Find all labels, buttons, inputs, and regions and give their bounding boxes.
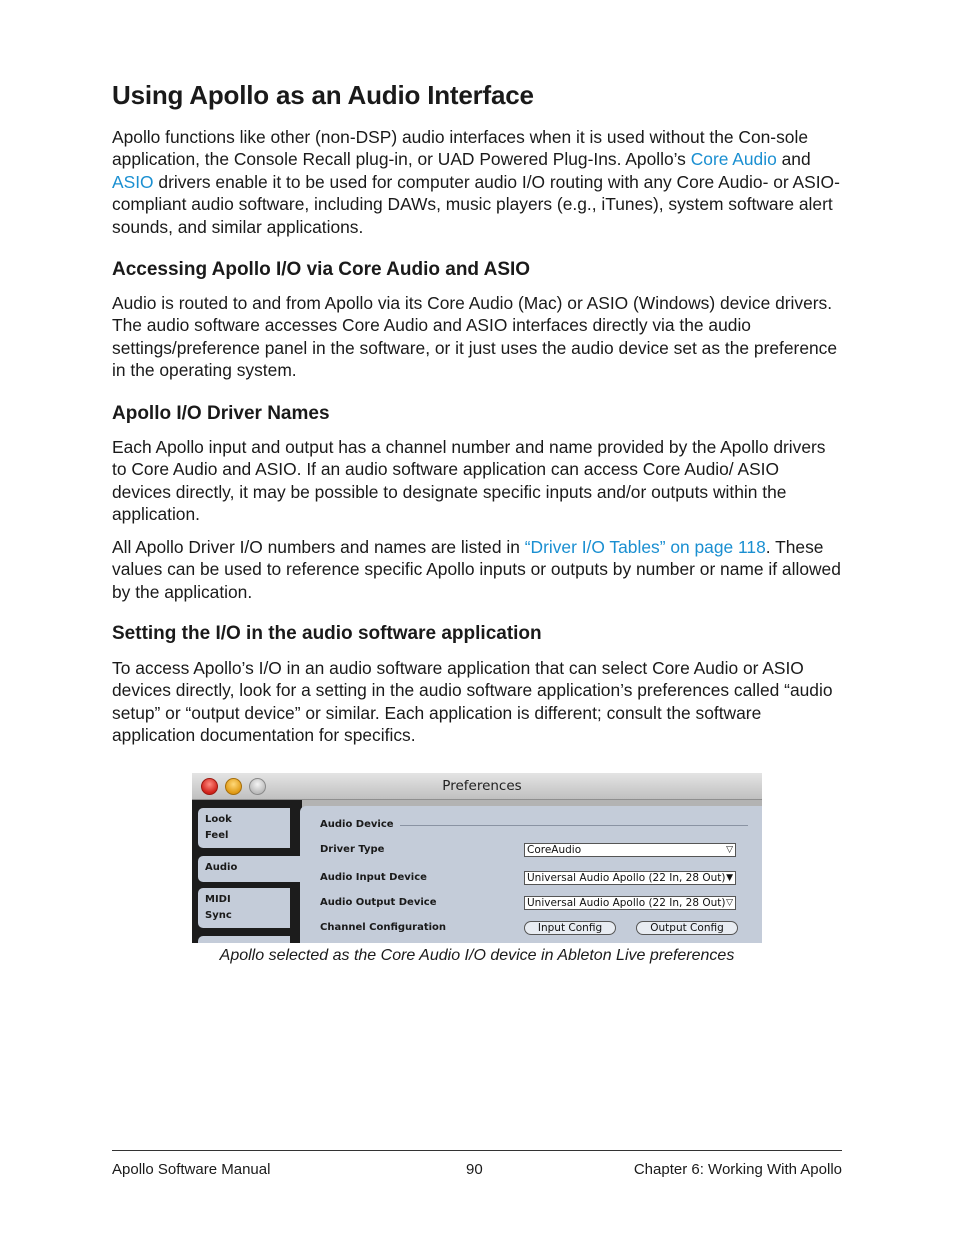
audio-output-device-select[interactable]: [524, 896, 736, 910]
intro-text-2: and: [776, 149, 811, 170]
chevron-down-icon: ▽: [726, 845, 733, 855]
page-heading: Using Apollo as an Audio Interface: [112, 80, 534, 110]
tab-look-feel-line1: Look: [205, 814, 232, 825]
driver-type-select[interactable]: [524, 843, 736, 857]
footer-manual-title: Apollo Software Manual: [112, 1161, 271, 1178]
chevron-down-icon: ▽: [726, 898, 733, 908]
tab-midi-sync-line1: MIDI: [205, 894, 231, 905]
tab-midi-sync-line2: Sync: [205, 910, 232, 921]
group-divider: [400, 825, 748, 826]
driver-io-text-post: . These values can be used to reference specific Apollo inputs or outputs by number or name if allowed by the application.: [112, 537, 841, 602]
intro-paragraph: [112, 126, 842, 238]
audio-input-device-select[interactable]: [524, 871, 736, 885]
section-setting-io-body: To access Apollo’s I/O in an audio software application that can select Core Audio or ASIO devices directly, look for a setting in the audio software application’s preferences called “audio setup” or “output device” or similar. Each application is different; consult the software application documentation for specifics.: [112, 658, 833, 746]
driver-type-value: CoreAudio: [527, 844, 582, 856]
tab-next-partial[interactable]: [198, 936, 290, 943]
section-heading-driver-names: Apollo I/O Driver Names: [112, 403, 330, 424]
tab-midi-sync[interactable]: [198, 888, 290, 928]
audio-settings-panel: [300, 806, 762, 943]
audio-output-device-label: Audio Output Device: [320, 897, 437, 908]
footer-page-number: 90: [466, 1161, 483, 1178]
preferences-sidebar: [192, 800, 302, 943]
driver-io-reference-paragraph: [112, 536, 842, 603]
tab-audio[interactable]: [198, 856, 302, 882]
section-heading-accessing-io: Accessing Apollo I/O via Core Audio and ASIO: [112, 259, 531, 280]
audio-output-device-value: Universal Audio Apollo (22 In, 28 Out): [527, 897, 726, 909]
output-config-button[interactable]: Output Config: [636, 921, 738, 935]
audio-input-device-value: Universal Audio Apollo (22 In, 28 Out): [527, 872, 726, 884]
footer-chapter-title: Chapter 6: Working With Apollo: [633, 1161, 842, 1178]
audio-device-group-label: Audio Device: [320, 819, 394, 830]
dropdown-arrow-icon: ▼: [726, 873, 733, 883]
driver-type-label: Driver Type: [320, 844, 385, 855]
preferences-screenshot: [192, 773, 762, 943]
core-audio-link[interactable]: Core Audio: [690, 149, 777, 170]
tab-look-feel-line2: Feel: [205, 830, 229, 841]
audio-input-device-label: Audio Input Device: [320, 872, 427, 883]
channel-configuration-label: Channel Configuration: [320, 922, 447, 933]
tab-look-feel[interactable]: [198, 808, 290, 848]
section-accessing-io-body: Audio is routed to and from Apollo via its Core Audio (Mac) or ASIO (Windows) device drivers. The audio software accesses Core Audio and ASIO interfaces directly via the audio settings/preference panel in the software, or it just uses the audio device set as the preference in the operating system.: [112, 293, 838, 381]
driver-io-text-pre: All Apollo Driver I/O numbers and names are listed in: [112, 537, 525, 557]
figure-caption: Apollo selected as the Core Audio I/O device in Ableton Live preferences: [219, 947, 735, 964]
window-title: Preferences: [442, 778, 522, 794]
section-heading-setting-io: Setting the I/O in the audio software application: [112, 623, 542, 644]
footer-divider: [112, 1150, 842, 1151]
intro-text-3: drivers enable it to be used for computer audio I/O routing with any Core Audio- or ASIO-compliant audio software, including DAWs, music players (e.g., iTunes), system software alert sounds, and similar applications.: [112, 171, 840, 237]
window-titlebar: [192, 773, 762, 800]
input-config-button[interactable]: Input Config: [524, 921, 616, 935]
driver-io-tables-link[interactable]: “Driver I/O Tables” on page 118: [524, 537, 766, 557]
tab-audio-label: Audio: [205, 862, 238, 873]
section-driver-names-body: Each Apollo input and output has a channel number and name provided by the Apollo drivers to Core Audio and ASIO. If an audio software application can access Core Audio/ ASIO devices directly, it may be possible to designate specific inputs and/or outputs within the application.: [112, 437, 826, 525]
asio-link[interactable]: ASIO: [112, 171, 154, 192]
intro-text-1: Apollo functions like other (non-DSP) audio interfaces when it is used without the Con-sole application, the Console Recall plug-in, or UAD Powered Plug-Ins. Apollo’s: [112, 127, 808, 170]
